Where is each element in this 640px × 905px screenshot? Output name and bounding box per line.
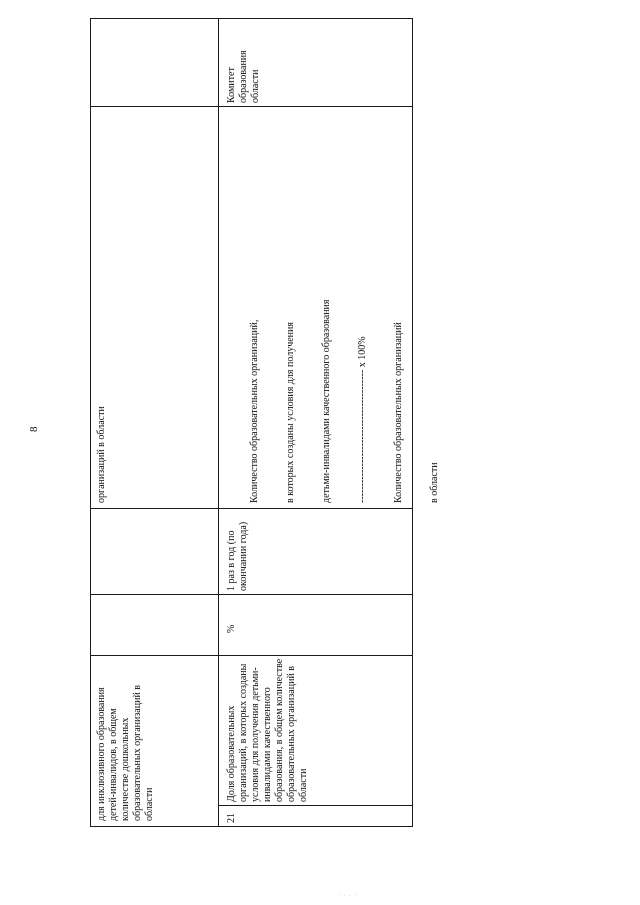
formula-block <box>225 108 465 503</box>
formula-fraction-line: ---------------------------------------- х 100% <box>357 336 368 503</box>
responsible-cell <box>219 19 412 106</box>
prev-row-indicator-text: для инклюзивного образования детей-инвалидов, в общем количестве дошкольных образовательных организаций в области <box>96 682 155 821</box>
prev-row-formula-text: организаций в области <box>96 406 107 503</box>
formula-numerator-line-2: в которых созданы условия для получения <box>285 322 296 503</box>
unit-cell <box>219 595 412 655</box>
unit-value: % <box>226 624 237 633</box>
formula-denominator-line-2: в области <box>429 462 440 503</box>
formula-denominator-line-1: Количество образовательных организаций <box>393 322 404 503</box>
periodicity-text: 1 раз в год (по окончании года) <box>226 521 249 591</box>
row-number: 21 <box>226 813 237 823</box>
row-number-cell <box>219 806 412 826</box>
responsible-text: Комитет образования области <box>226 47 261 103</box>
scan-artifact: · · · · <box>338 893 358 899</box>
formula-cell <box>219 107 440 508</box>
prev-row-formula-cell <box>91 107 218 508</box>
indicator-text: Доля образовательных организаций, в которых созданы условия для получения детьми-инвалидами качественного образования, в общем количестве образовательных организаций в области <box>226 656 309 802</box>
prev-row-indicator-cell <box>91 656 218 826</box>
formula-numerator-line-1: Количество образовательных организаций, <box>249 319 260 503</box>
periodicity-cell <box>219 509 412 594</box>
table-border-bottom <box>90 826 413 827</box>
indicator-cell <box>219 656 412 805</box>
page-number: 8 <box>28 426 40 432</box>
formula-numerator-line-3: детьми-инвалидами качественного образования <box>321 299 332 503</box>
